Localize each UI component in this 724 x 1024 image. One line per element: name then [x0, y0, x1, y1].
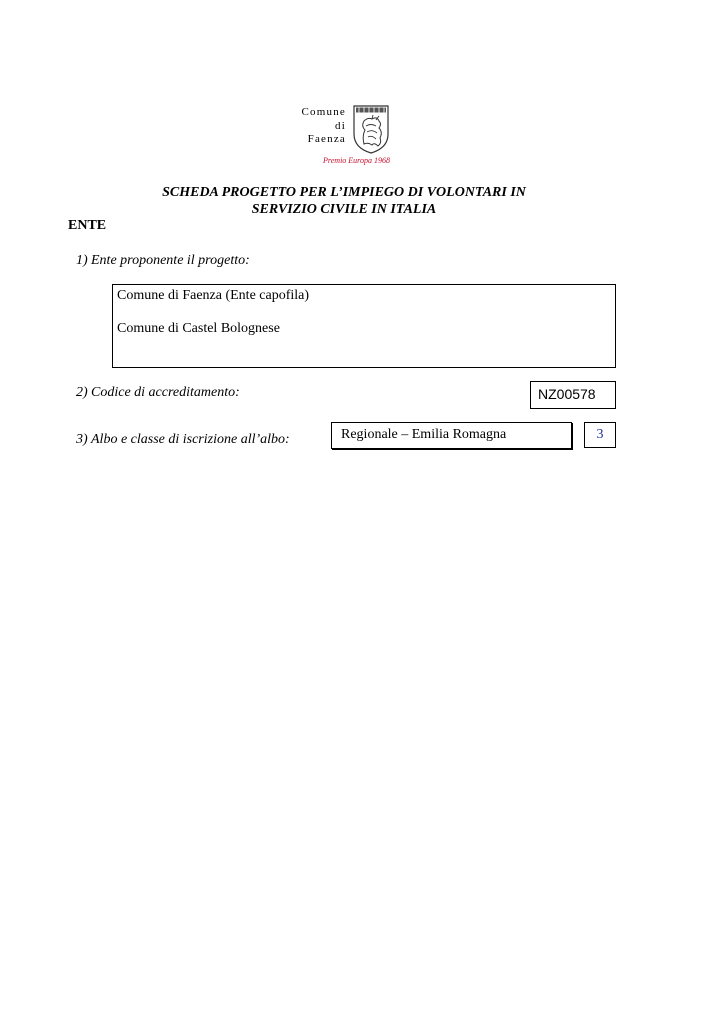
codice-accreditamento-field[interactable]: NZ00578: [530, 381, 616, 409]
ente-line: Comune di Castel Bolognese: [117, 321, 280, 336]
question-label: Ente proponente il progetto:: [91, 253, 250, 268]
ente-proponente-field[interactable]: [112, 284, 616, 368]
question-number: 3): [76, 432, 88, 447]
title-line-1: SCHEDA PROGETTO PER L’IMPIEGO DI VOLONTARI IN: [162, 185, 526, 200]
logo-line-di: di: [335, 119, 346, 132]
question-number: 2): [76, 385, 88, 400]
section-heading: ENTE: [68, 218, 107, 233]
comune-logo: [300, 104, 392, 168]
logo-text: [300, 106, 346, 147]
logo-line-comune: Comune: [301, 106, 346, 118]
classe-field[interactable]: 3: [584, 422, 616, 448]
ente-line: Comune di Faenza (Ente capofila): [117, 288, 310, 303]
question-label: Albo e classe di iscrizione all’albo:: [91, 432, 290, 447]
question-label: Codice di accreditamento:: [91, 385, 240, 400]
question-codice-accreditamento: [76, 385, 240, 401]
question-number: 1): [76, 253, 88, 268]
logo-line-faenza: Faenza: [307, 133, 346, 145]
albo-field[interactable]: Regionale – Emilia Romagna: [331, 422, 572, 449]
question-ente-proponente: [76, 253, 250, 269]
logo-motto: Premio Europa 1968: [323, 156, 390, 165]
question-albo-classe: [76, 432, 290, 448]
document-title: [100, 184, 588, 218]
title-line-2: SERVIZIO CIVILE IN ITALIA: [251, 202, 437, 217]
lion-shield-icon: [352, 104, 390, 154]
